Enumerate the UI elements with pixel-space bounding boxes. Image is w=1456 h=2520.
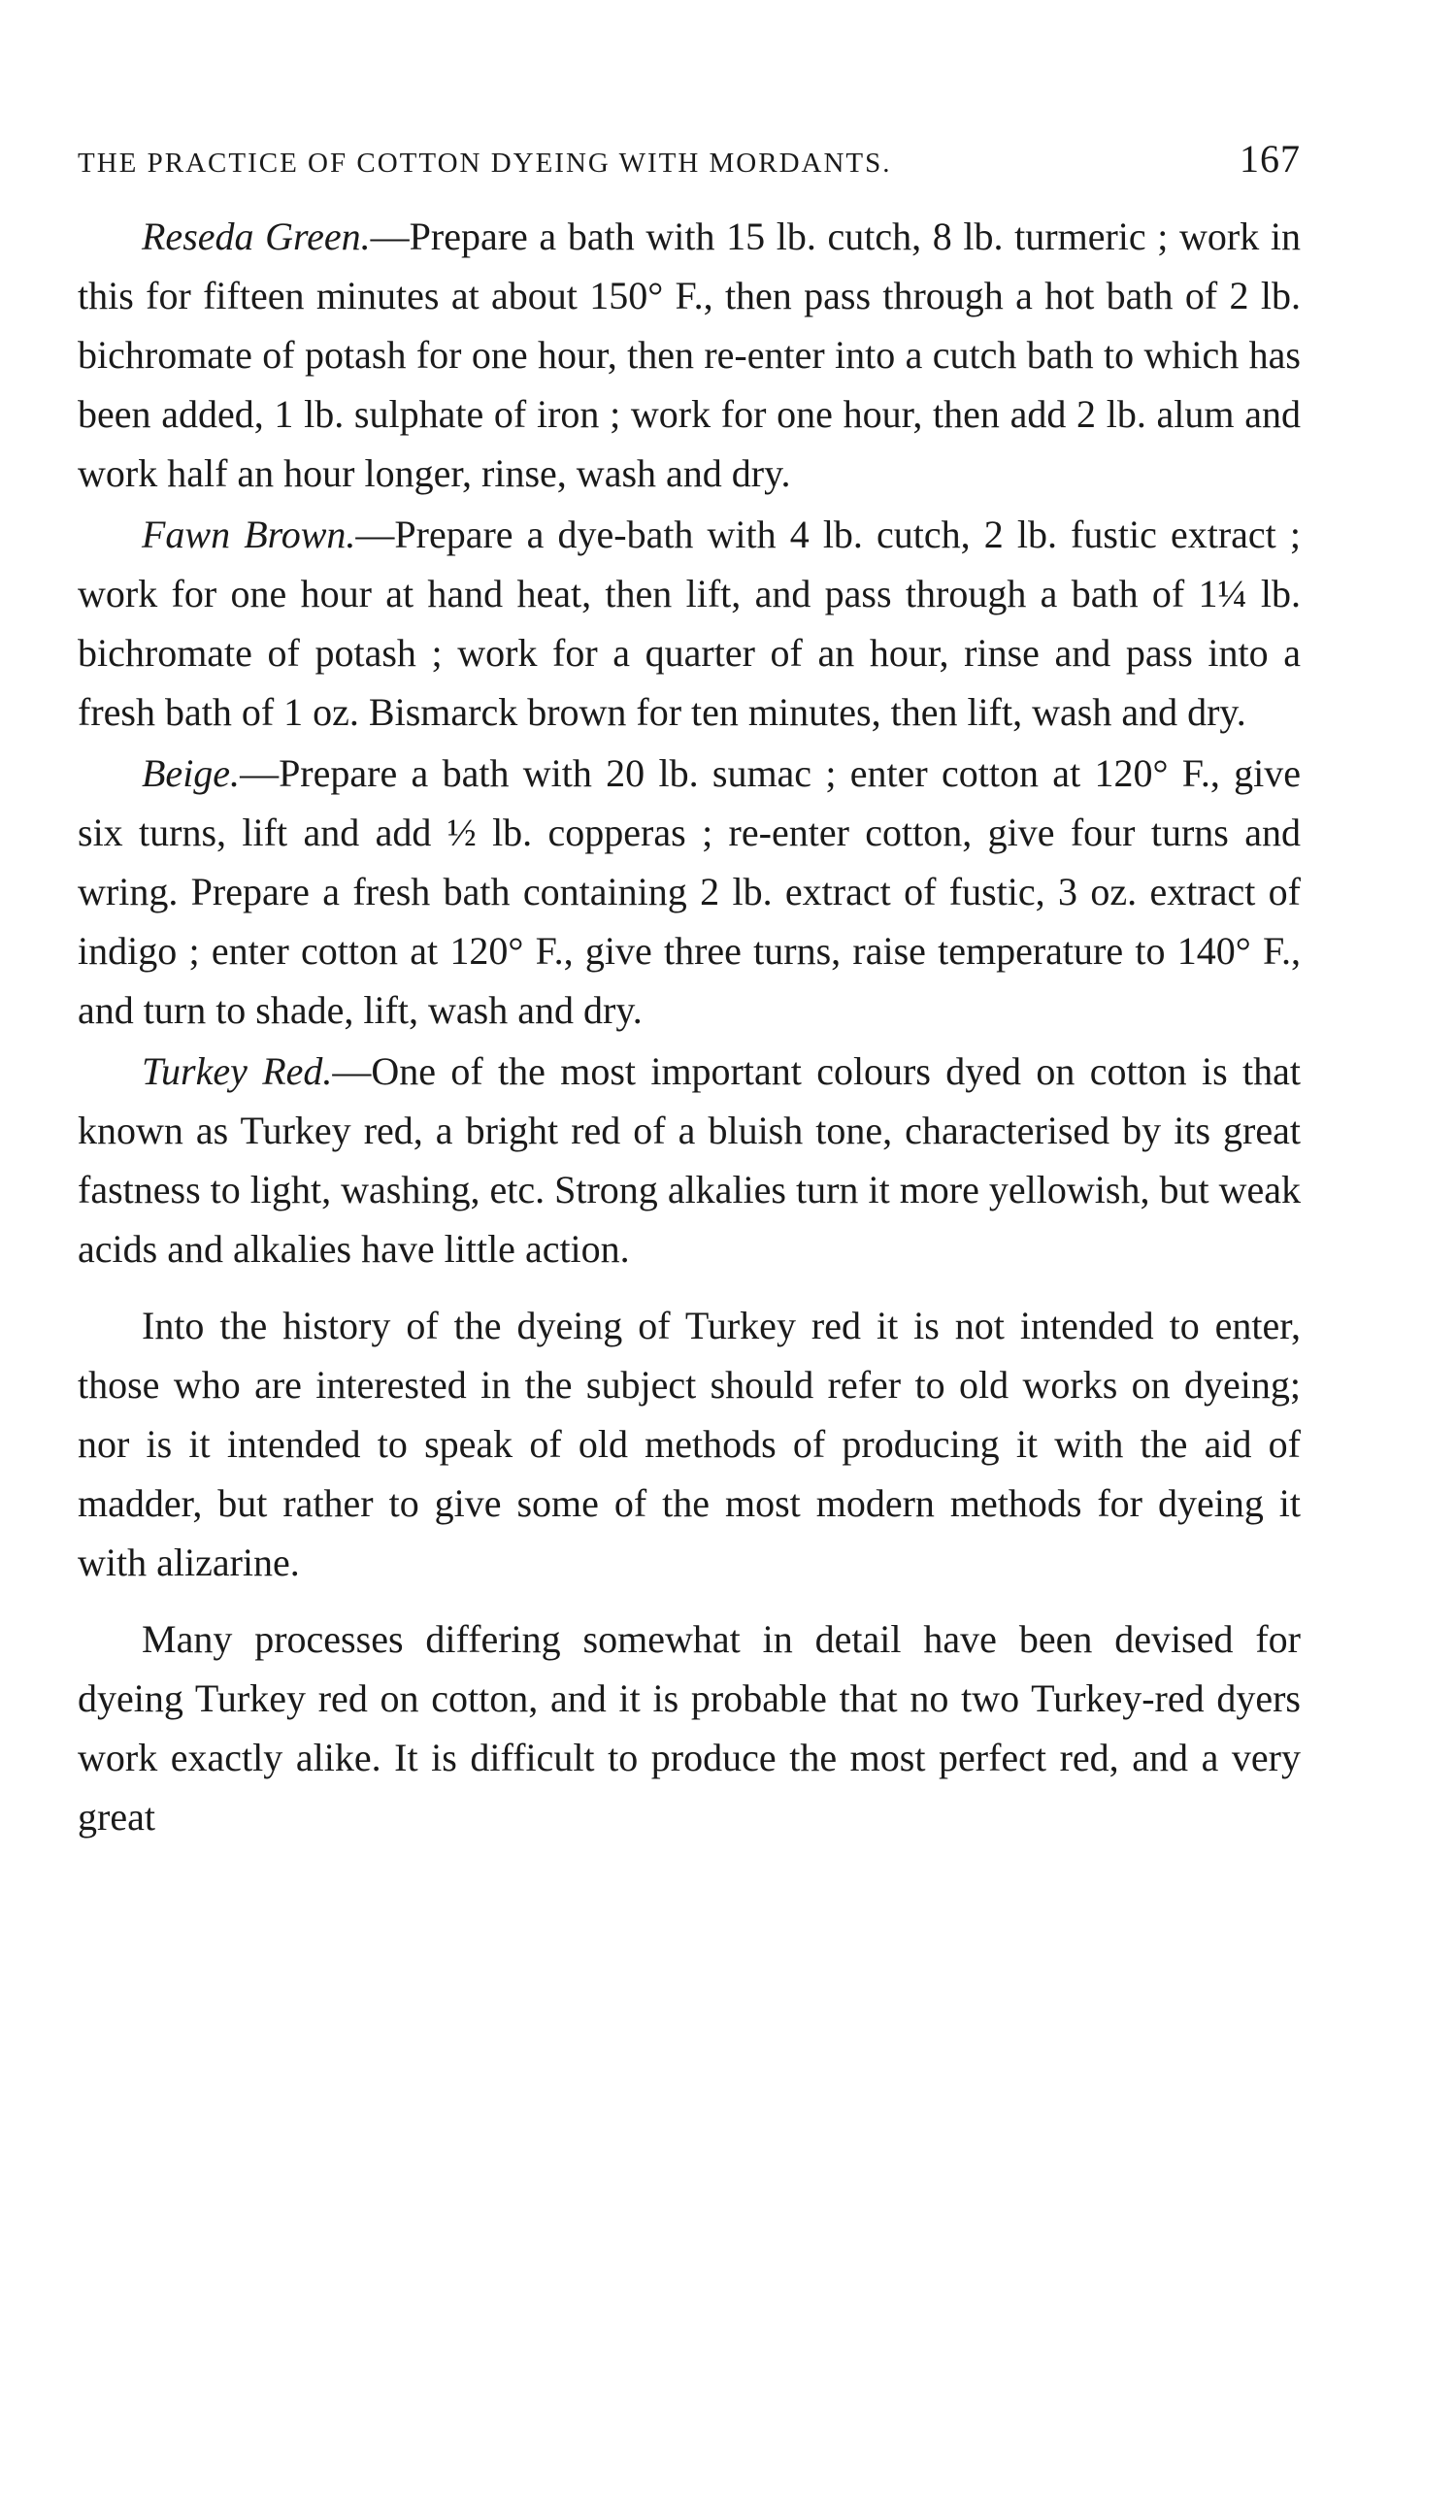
running-head-title: THE PRACTICE OF COTTON DYEING WITH MORDANTS.: [78, 148, 892, 179]
recipe-turkey-red: [78, 1042, 1301, 1278]
recipe-text: —Prepare a dye-bath with 4 lb. cutch, 2 lb. fustic extract ; work for one hour at hand heat, then lift, and pass through a bath of 1¼ lb. bichromate of potash ; work for a quarter of an hour, rinse and pass into a fresh bath of 1 oz. Bismarck brown for ten minutes, then lift, wash and dry.: [78, 513, 1302, 734]
recipe-text: —Prepare a bath with 20 lb. sumac ; enter cotton at 120° F., give six turns, lift and add ½ lb. copperas ; re-enter cotton, give four turns and wring. Prepare a fresh bath containing 2 lb. extract of fustic, 3 oz. extract of indigo ; enter cotton at 120° F., give three turns, raise temperature to 140° F., and turn to shade, lift, wash and dry.: [78, 751, 1301, 1032]
page-number: 167: [1240, 137, 1301, 181]
recipe-title: Beige.: [142, 751, 241, 795]
recipe-text: —One of the most important colours dyed on cotton is that known as Turkey red, a bright red of a bluish tone, characterised by its great fastness to light, washing, etc. Strong alkalies turn it more yellowish, but weak acids and alkalies have little action.: [78, 1049, 1301, 1271]
recipe-title: Fawn Brown.: [142, 513, 356, 556]
book-page: [78, 136, 1301, 1846]
recipe-title: Turkey Red.: [142, 1049, 333, 1093]
recipe-fawn-brown: [78, 505, 1301, 742]
body-text: [78, 207, 1301, 1846]
recipe-title: Reseda Green.: [142, 215, 371, 258]
paragraph-history: Into the history of the dyeing of Turkey red it is not intended to enter, those who are interested in the subject should refer to old works on dyeing; nor is it intended to speak of old methods of producing it with the aid of madder, but rather to give some of the most modern methods for dyeing it with alizarine.: [78, 1304, 1301, 1584]
recipe-text: —Prepare a bath with 15 lb. cutch, 8 lb. turmeric ; work in this for fifteen minutes at about 150° F., then pass through a hot bath of 2 lb. bichromate of potash for one hour, then re-enter into a cutch bath to which has been added, 1 lb. sulphate of iron ; work for one hour, then add 2 lb. alum and work half an hour longer, rinse, wash and dry.: [78, 215, 1302, 495]
running-head: [78, 136, 1301, 182]
recipe-reseda-green: [78, 207, 1301, 503]
recipe-beige: [78, 744, 1301, 1040]
paragraph-processes: Many processes differing somewhat in detail have been devised for dyeing Turkey red on cotton, and it is probable that no two Turkey-red dyers work exactly alike. It is difficult to produce the most perfect red, and a very great: [78, 1617, 1301, 1839]
